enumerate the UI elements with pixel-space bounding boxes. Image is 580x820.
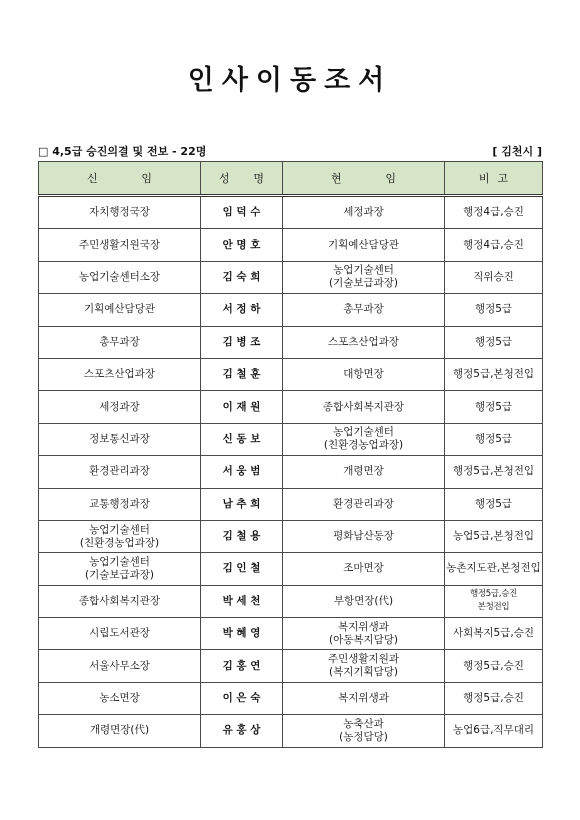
- cell-name: 임 덕 수: [201, 196, 283, 229]
- table-row: [39, 196, 543, 229]
- section-subtitle: □ 4,5급 승진의결 및 전보 - 22명: [38, 145, 207, 158]
- organization-label: [ 김천시 ]: [492, 145, 542, 158]
- cell-name: 신 동 보: [201, 423, 283, 455]
- table-row: [39, 553, 543, 585]
- cell-note: 행정4급,승진: [445, 196, 543, 229]
- table-header-row: [39, 162, 543, 196]
- cell-name: 유 홍 상: [201, 715, 283, 747]
- table-row: [39, 294, 543, 326]
- cell-current-post: 총무과장: [283, 294, 445, 326]
- cell-current-post: 종합사회복지관장: [283, 391, 445, 423]
- cell-new-post: 스포츠산업과장: [39, 358, 201, 390]
- table-row: [39, 423, 543, 455]
- cell-new-post: 세정과장: [39, 391, 201, 423]
- table-row: [39, 715, 543, 747]
- header-current-post: 현 임: [283, 162, 445, 196]
- cell-new-post: 총무과장: [39, 326, 201, 358]
- cell-current-post: 세정과장: [283, 196, 445, 229]
- cell-current-post: 평화남산동장: [283, 520, 445, 552]
- cell-note: 직위승진: [445, 261, 543, 293]
- cell-name: 김 철 용: [201, 520, 283, 552]
- cell-new-post: 종합사회복지관장: [39, 585, 201, 617]
- cell-current-post: 농업기술센터 (기술보급과장): [283, 261, 445, 293]
- table-body: [39, 196, 543, 748]
- table-row: [39, 229, 543, 261]
- cell-name: 김 인 철: [201, 553, 283, 585]
- cell-current-post: 주민생활지원과 (복지기획담당): [283, 650, 445, 682]
- cell-note: 행정5급,승진: [445, 682, 543, 714]
- cell-note: 농촌지도관,본청전입: [445, 553, 543, 585]
- cell-name: 김 병 조: [201, 326, 283, 358]
- cell-new-post: 기획예산담당관: [39, 294, 201, 326]
- header-name: 성 명: [201, 162, 283, 196]
- cell-note: 행정5급,본청전입: [445, 358, 543, 390]
- cell-new-post: 정보통신과장: [39, 423, 201, 455]
- cell-note: 행정5급,승진 본청전입: [445, 585, 543, 617]
- cell-current-post: 조마면장: [283, 553, 445, 585]
- cell-name: 안 명 호: [201, 229, 283, 261]
- cell-note: 행정5급: [445, 488, 543, 520]
- cell-new-post: 농소면장: [39, 682, 201, 714]
- cell-note: 행정5급: [445, 294, 543, 326]
- cell-new-post: 농업기술센터 (친환경농업과장): [39, 520, 201, 552]
- cell-new-post: 개령면장(代): [39, 715, 201, 747]
- cell-name: 서 웅 범: [201, 456, 283, 488]
- cell-new-post: 자치행정국장: [39, 196, 201, 229]
- cell-note: 행정5급: [445, 326, 543, 358]
- cell-name: 박 세 천: [201, 585, 283, 617]
- section-header: [38, 143, 542, 159]
- cell-current-post: 대항면장: [283, 358, 445, 390]
- header-note: 비 고: [445, 162, 543, 196]
- cell-new-post: 시립도서관장: [39, 618, 201, 650]
- cell-current-post: 복지위생과: [283, 682, 445, 714]
- cell-new-post: 환경관리과장: [39, 456, 201, 488]
- cell-current-post: 기획예산담당관: [283, 229, 445, 261]
- table-row: [39, 391, 543, 423]
- cell-name: 이 재 원: [201, 391, 283, 423]
- cell-note: 행정5급,승진: [445, 650, 543, 682]
- page-title: 인사이동조서: [187, 65, 393, 96]
- cell-current-post: 스포츠산업과장: [283, 326, 445, 358]
- cell-name: 서 정 하: [201, 294, 283, 326]
- cell-current-post: 복지위생과 (아동복지담당): [283, 618, 445, 650]
- cell-new-post: 주민생활지원국장: [39, 229, 201, 261]
- cell-new-post: 서울사무소장: [39, 650, 201, 682]
- cell-current-post: 농축산과 (농정담당): [283, 715, 445, 747]
- header-new-post: 신 임: [39, 162, 201, 196]
- cell-current-post: 부항면장(代): [283, 585, 445, 617]
- cell-name: 김 홍 연: [201, 650, 283, 682]
- table-row: [39, 585, 543, 617]
- cell-note: 행정5급,본청전입: [445, 456, 543, 488]
- cell-note: 행정5급: [445, 423, 543, 455]
- cell-note: 행정5급: [445, 391, 543, 423]
- cell-note: 농업5급,본청전입: [445, 520, 543, 552]
- personnel-table: [38, 161, 543, 748]
- cell-new-post: 농업기술센터소장: [39, 261, 201, 293]
- table-row: [39, 618, 543, 650]
- table-row: [39, 358, 543, 390]
- cell-current-post: 개령면장: [283, 456, 445, 488]
- cell-note: 농업6급,직무대리: [445, 715, 543, 747]
- table-row: [39, 650, 543, 682]
- cell-note: 사회복지5급,승진: [445, 618, 543, 650]
- table-row: [39, 456, 543, 488]
- cell-current-post: 농업기술센터 (친환경농업과장): [283, 423, 445, 455]
- cell-current-post: 환경관리과장: [283, 488, 445, 520]
- cell-new-post: 교통행정과장: [39, 488, 201, 520]
- cell-name: 남 추 희: [201, 488, 283, 520]
- cell-name: 이 은 숙: [201, 682, 283, 714]
- table-row: [39, 682, 543, 714]
- cell-note: 행정4급,승진: [445, 229, 543, 261]
- cell-new-post: 농업기술센터 (기술보급과장): [39, 553, 201, 585]
- table-row: [39, 520, 543, 552]
- cell-name: 박 혜 영: [201, 618, 283, 650]
- cell-name: 김 숙 희: [201, 261, 283, 293]
- table-row: [39, 326, 543, 358]
- table-row: [39, 261, 543, 293]
- cell-name: 김 철 훈: [201, 358, 283, 390]
- table-row: [39, 488, 543, 520]
